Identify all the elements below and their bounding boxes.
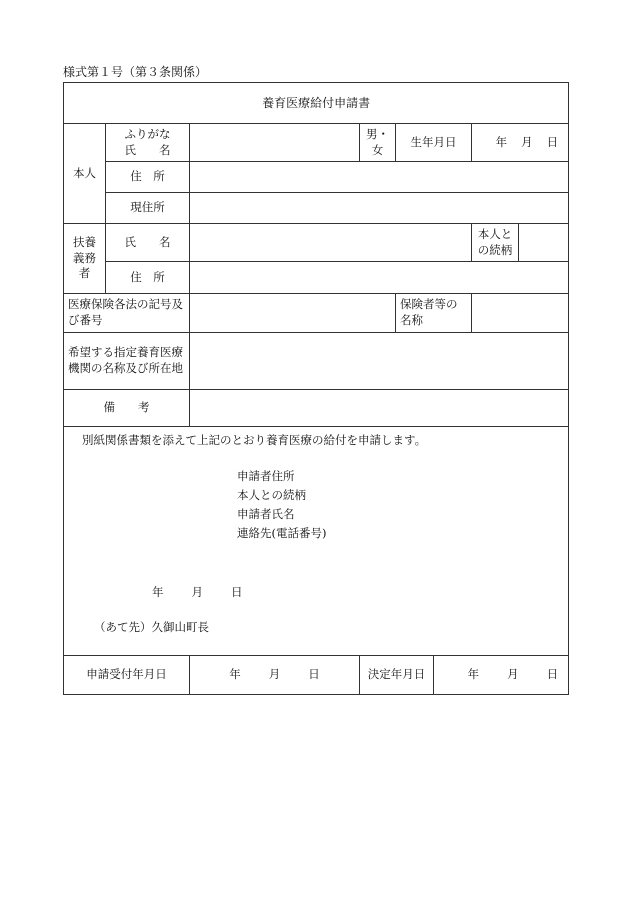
application-year-unit: 年 <box>152 584 164 599</box>
decision-date-field[interactable] <box>434 656 569 695</box>
guardian-name-field[interactable] <box>190 224 472 262</box>
decision-day-unit: 日 <box>546 667 559 682</box>
applicant-name-line: 申請者氏名 <box>237 506 295 521</box>
insurance-symbol-number-field[interactable] <box>190 294 396 333</box>
guardian-address-field[interactable] <box>190 262 569 294</box>
guardian-section-label: 扶養義務者 <box>64 224 106 294</box>
insurance-symbol-number-label: 医療保険各法の記号及び番号 <box>64 294 190 333</box>
applicant-section-label: 本人 <box>64 124 106 224</box>
statement-body: 別紙関係書類を添えて上記のとおり養育医療の給付を申請します。 <box>82 433 427 447</box>
remarks-field[interactable] <box>190 390 569 427</box>
decision-date-label: 決定年月日 <box>360 656 434 695</box>
applicant-current-address-field[interactable] <box>190 193 569 224</box>
remarks-label: 備 考 <box>64 390 190 427</box>
desired-facility-label: 希望する指定養育医療機関の名称及び所在地 <box>64 333 190 390</box>
desired-facility-field[interactable] <box>190 333 569 390</box>
application-date <box>152 585 556 601</box>
insurer-name-label: 保険者等の名称 <box>396 294 472 333</box>
guardian-relationship-field[interactable] <box>519 224 569 262</box>
contact-line: 連絡先(電話番号) <box>237 525 327 540</box>
applicant-address-label: 住 所 <box>106 162 190 193</box>
received-year-unit: 年 <box>229 667 241 682</box>
applicant-name-label: 氏 名 <box>124 142 171 157</box>
birth-year-unit: 年 <box>495 134 508 149</box>
insurer-name-field[interactable] <box>472 294 569 333</box>
received-date-field[interactable] <box>190 656 360 695</box>
furigana-name-label-cell <box>106 124 190 162</box>
received-day-unit: 日 <box>308 667 320 682</box>
applicant-current-address-label: 現住所 <box>106 193 190 224</box>
application-day-unit: 日 <box>231 584 243 599</box>
guardian-name-label: 氏 名 <box>106 224 190 262</box>
application-statement <box>64 427 569 656</box>
form-caption: 様式第１号（第３条関係） <box>63 65 208 79</box>
birth-month-unit: 月 <box>521 134 533 149</box>
birthdate-field[interactable] <box>472 124 569 162</box>
addressee: （あて先）久御山町長 <box>94 620 209 635</box>
relationship-line: 本人との続柄 <box>237 487 306 502</box>
applicant-name-field[interactable] <box>190 124 360 162</box>
furigana-label: ふりがな <box>124 126 171 141</box>
received-date-label: 申請受付年月日 <box>64 656 190 695</box>
sex-options: 男・女 <box>360 124 396 162</box>
guardian-address-label: 住 所 <box>106 262 190 294</box>
decision-month-unit: 月 <box>507 667 519 682</box>
applicant-info-block <box>237 469 556 545</box>
received-month-unit: 月 <box>268 667 281 682</box>
application-month-unit: 月 <box>191 584 203 599</box>
decision-year-unit: 年 <box>467 667 480 682</box>
birthdate-label: 生年月日 <box>396 124 472 162</box>
form-title: 養育医療給付申請書 <box>64 83 569 124</box>
applicant-address-field[interactable] <box>190 162 569 193</box>
birth-day-unit: 日 <box>546 134 559 149</box>
guardian-relationship-label: 本人との続柄 <box>472 224 519 262</box>
application-form-table <box>63 82 569 695</box>
applicant-address-line: 申請者住所 <box>237 468 295 483</box>
